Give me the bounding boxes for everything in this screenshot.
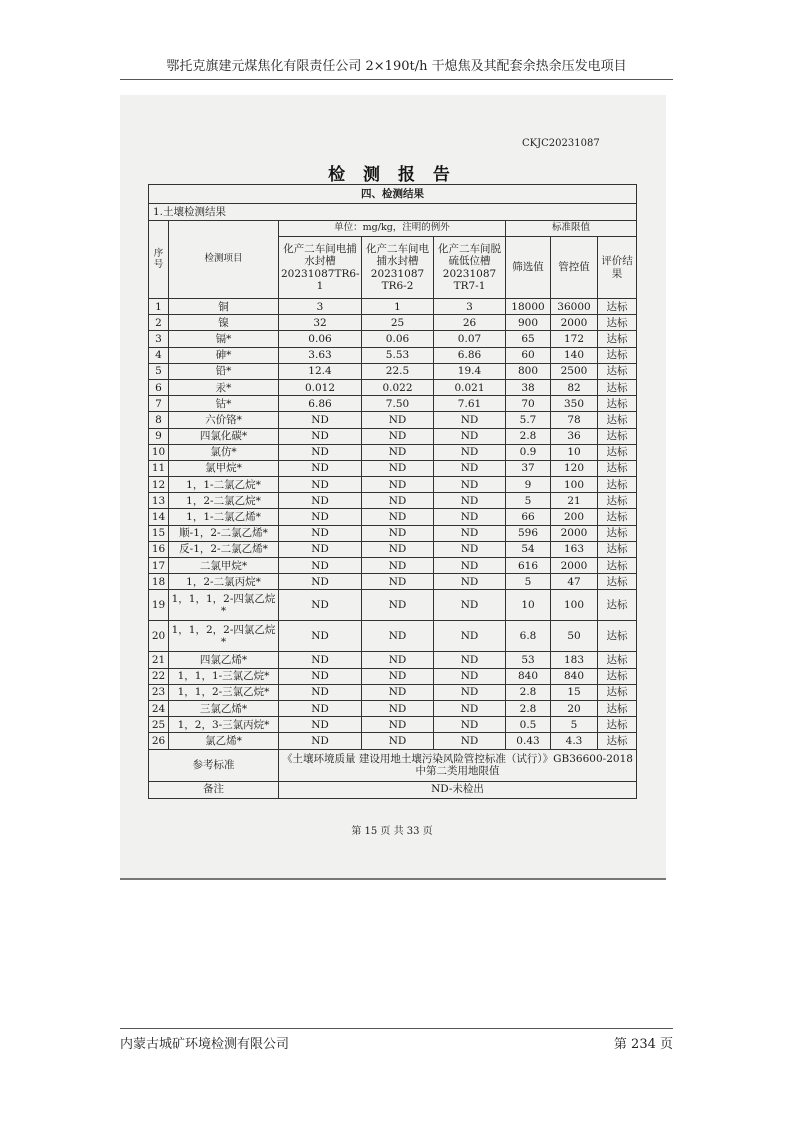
row-control: 20 — [551, 700, 598, 716]
row-sample1: ND — [279, 493, 362, 509]
row-item: 1，2-二氯乙烷* — [169, 493, 279, 509]
row-sample3: ND — [434, 477, 506, 493]
row-result: 达标 — [598, 700, 637, 716]
row-item: 二氯甲烷* — [169, 558, 279, 574]
row-screen: 37 — [506, 460, 551, 476]
row-sample3: ND — [434, 574, 506, 590]
row-sample3: 26 — [434, 315, 506, 331]
reference-row — [149, 749, 637, 781]
row-control: 163 — [551, 541, 598, 557]
row-control: 350 — [551, 396, 598, 412]
row-seq: 23 — [149, 684, 169, 700]
row-sample3: ND — [434, 541, 506, 557]
row-result: 达标 — [598, 412, 637, 428]
row-item: 六价铬* — [169, 412, 279, 428]
row-screen: 2.8 — [506, 700, 551, 716]
remark-text: ND-未检出 — [279, 781, 637, 798]
row-sample3: 0.07 — [434, 331, 506, 347]
row-screen: 70 — [506, 396, 551, 412]
row-control: 100 — [551, 477, 598, 493]
col-header-result: 评价结果 — [598, 237, 637, 299]
row-result: 达标 — [598, 299, 637, 315]
row-sample2: 1 — [362, 299, 434, 315]
row-control: 100 — [551, 590, 598, 621]
row-sample2: 0.022 — [362, 379, 434, 395]
row-control: 36 — [551, 428, 598, 444]
row-item: 四氯乙烯* — [169, 652, 279, 668]
row-control: 10 — [551, 444, 598, 460]
row-item: 反-1，2-二氯乙烯* — [169, 541, 279, 557]
row-sample3: ND — [434, 668, 506, 684]
table-row — [149, 652, 637, 668]
row-screen: 18000 — [506, 299, 551, 315]
row-item: 汞* — [169, 379, 279, 395]
row-sample1: ND — [279, 460, 362, 476]
row-screen: 0.43 — [506, 733, 551, 749]
row-result: 达标 — [598, 428, 637, 444]
row-sample3: ND — [434, 509, 506, 525]
row-item: 1，2，3-三氯丙烷* — [169, 717, 279, 733]
table-row — [149, 428, 637, 444]
row-screen: 5.7 — [506, 412, 551, 428]
row-item: 1，1，2，2-四氯乙烷* — [169, 621, 279, 652]
row-sample3: ND — [434, 733, 506, 749]
row-sample1: ND — [279, 652, 362, 668]
row-seq: 21 — [149, 652, 169, 668]
row-sample3: ND — [434, 412, 506, 428]
row-sample2: ND — [362, 621, 434, 652]
row-sample1: ND — [279, 525, 362, 541]
row-sample1: ND — [279, 541, 362, 557]
row-result: 达标 — [598, 590, 637, 621]
report-title: 检 测 报 告 — [328, 165, 456, 185]
row-sample3: 0.021 — [434, 379, 506, 395]
col-header-item: 检测项目 — [169, 221, 279, 299]
row-sample3: ND — [434, 460, 506, 476]
row-control: 21 — [551, 493, 598, 509]
row-sample3: 19.4 — [434, 363, 506, 379]
row-result: 达标 — [598, 574, 637, 590]
table-row — [149, 412, 637, 428]
row-screen: 900 — [506, 315, 551, 331]
row-control: 172 — [551, 331, 598, 347]
table-row — [149, 590, 637, 621]
table-row — [149, 444, 637, 460]
table-row — [149, 396, 637, 412]
table-row — [149, 541, 637, 557]
reference-label: 参考标准 — [149, 749, 279, 781]
row-sample3: ND — [434, 525, 506, 541]
row-item: 镉* — [169, 331, 279, 347]
row-sample1: 3.63 — [279, 347, 362, 363]
row-item: 铅* — [169, 363, 279, 379]
table-row — [149, 315, 637, 331]
row-control: 15 — [551, 684, 598, 700]
row-sample2: 25 — [362, 315, 434, 331]
row-seq: 5 — [149, 363, 169, 379]
row-sample3: ND — [434, 493, 506, 509]
row-screen: 5 — [506, 574, 551, 590]
row-result: 达标 — [598, 460, 637, 476]
row-seq: 3 — [149, 331, 169, 347]
row-screen: 9 — [506, 477, 551, 493]
row-sample1: ND — [279, 509, 362, 525]
footer-rule — [120, 1028, 673, 1029]
row-item: 四氯化碳* — [169, 428, 279, 444]
row-seq: 20 — [149, 621, 169, 652]
row-sample3: ND — [434, 558, 506, 574]
row-item: 镍 — [169, 315, 279, 331]
footer-page-number: 第 234 页 — [613, 1037, 673, 1052]
row-sample2: ND — [362, 684, 434, 700]
row-item: 铜 — [169, 299, 279, 315]
row-result: 达标 — [598, 477, 637, 493]
row-seq: 11 — [149, 460, 169, 476]
table-row — [149, 525, 637, 541]
row-seq: 8 — [149, 412, 169, 428]
row-result: 达标 — [598, 493, 637, 509]
row-screen: 840 — [506, 668, 551, 684]
table-row — [149, 299, 637, 315]
col-header-seq: 序号 — [149, 221, 169, 299]
row-result: 达标 — [598, 668, 637, 684]
row-item: 1，1，1-三氯乙烷* — [169, 668, 279, 684]
row-seq: 6 — [149, 379, 169, 395]
row-sample1: ND — [279, 700, 362, 716]
row-screen: 54 — [506, 541, 551, 557]
row-sample3: 3 — [434, 299, 506, 315]
header-rule — [120, 79, 673, 80]
col-header-sample1: 化产二车间电捕水封槽 20231087TR6-1 — [279, 237, 362, 299]
row-sample2: ND — [362, 412, 434, 428]
table-row — [149, 684, 637, 700]
row-item: 钴* — [169, 396, 279, 412]
row-sample2: ND — [362, 733, 434, 749]
row-sample2: ND — [362, 700, 434, 716]
table-row — [149, 733, 637, 749]
row-sample2: ND — [362, 717, 434, 733]
row-sample1: ND — [279, 733, 362, 749]
row-seq: 19 — [149, 590, 169, 621]
row-result: 达标 — [598, 379, 637, 395]
row-item: 1，1-二氯乙烯* — [169, 509, 279, 525]
row-seq: 22 — [149, 668, 169, 684]
row-sample3: ND — [434, 652, 506, 668]
row-sample3: ND — [434, 684, 506, 700]
col-header-sample3: 化产二车间脱硫低位槽 20231087 TR7-1 — [434, 237, 506, 299]
row-seq: 2 — [149, 315, 169, 331]
row-control: 36000 — [551, 299, 598, 315]
standard-header: 标准限值 — [506, 221, 637, 237]
table-row — [149, 347, 637, 363]
row-sample1: ND — [279, 558, 362, 574]
row-seq: 12 — [149, 477, 169, 493]
row-sample1: ND — [279, 428, 362, 444]
row-result: 达标 — [598, 315, 637, 331]
row-seq: 4 — [149, 347, 169, 363]
row-sample2: 0.06 — [362, 331, 434, 347]
soil-results-table — [148, 184, 637, 799]
table-row — [149, 363, 637, 379]
row-result: 达标 — [598, 444, 637, 460]
row-sample3: ND — [434, 428, 506, 444]
row-screen: 53 — [506, 652, 551, 668]
row-sample3: 7.61 — [434, 396, 506, 412]
row-control: 183 — [551, 652, 598, 668]
row-control: 2000 — [551, 525, 598, 541]
table-row — [149, 668, 637, 684]
row-seq: 15 — [149, 525, 169, 541]
row-sample1: ND — [279, 668, 362, 684]
table-row — [149, 558, 637, 574]
col-header-screen: 筛选值 — [506, 237, 551, 299]
row-seq: 25 — [149, 717, 169, 733]
col-header-control: 管控值 — [551, 237, 598, 299]
row-result: 达标 — [598, 717, 637, 733]
row-item: 氯仿* — [169, 444, 279, 460]
row-result: 达标 — [598, 652, 637, 668]
row-sample3: 6.86 — [434, 347, 506, 363]
row-screen: 2.8 — [506, 428, 551, 444]
row-sample1: ND — [279, 574, 362, 590]
row-control: 78 — [551, 412, 598, 428]
report-page-number: 第 15 页 共 33 页 — [351, 826, 433, 837]
row-sample2: ND — [362, 668, 434, 684]
row-sample1: ND — [279, 590, 362, 621]
row-screen: 2.8 — [506, 684, 551, 700]
row-control: 47 — [551, 574, 598, 590]
row-item: 砷* — [169, 347, 279, 363]
row-result: 达标 — [598, 541, 637, 557]
row-sample3: ND — [434, 700, 506, 716]
row-sample2: ND — [362, 444, 434, 460]
table-row — [149, 331, 637, 347]
row-sample1: ND — [279, 444, 362, 460]
row-screen: 616 — [506, 558, 551, 574]
row-screen: 5 — [506, 493, 551, 509]
row-item: 1，1-二氯乙烷* — [169, 477, 279, 493]
row-screen: 800 — [506, 363, 551, 379]
row-seq: 9 — [149, 428, 169, 444]
row-screen: 6.8 — [506, 621, 551, 652]
row-sample2: 22.5 — [362, 363, 434, 379]
table-row — [149, 460, 637, 476]
row-item: 顺-1，2-二氯乙烯* — [169, 525, 279, 541]
row-result: 达标 — [598, 363, 637, 379]
scan-bottom-edge — [120, 878, 666, 880]
row-seq: 14 — [149, 509, 169, 525]
remark-row — [149, 781, 637, 798]
row-sample2: ND — [362, 525, 434, 541]
col-header-sample2: 化产二车间电捕水封槽 20231087 TR6-2 — [362, 237, 434, 299]
row-sample1: ND — [279, 684, 362, 700]
row-sample2: ND — [362, 428, 434, 444]
row-sample2: ND — [362, 652, 434, 668]
row-result: 达标 — [598, 684, 637, 700]
row-sample1: 12.4 — [279, 363, 362, 379]
row-sample3: ND — [434, 590, 506, 621]
row-control: 120 — [551, 460, 598, 476]
sub-title: 1.土壤检测结果 — [149, 204, 637, 221]
row-sample2: 7.50 — [362, 396, 434, 412]
row-sample1: 6.86 — [279, 396, 362, 412]
row-item: 1，2-二氯丙烷* — [169, 574, 279, 590]
table-row — [149, 717, 637, 733]
row-screen: 10 — [506, 590, 551, 621]
row-screen: 0.9 — [506, 444, 551, 460]
row-sample2: ND — [362, 509, 434, 525]
row-screen: 0.5 — [506, 717, 551, 733]
row-item: 1，1，2-三氯乙烷* — [169, 684, 279, 700]
row-control: 840 — [551, 668, 598, 684]
footer-company: 内蒙古城矿环境检测有限公司 — [120, 1037, 290, 1052]
table-row — [149, 700, 637, 716]
row-sample2: ND — [362, 590, 434, 621]
remark-label: 备注 — [149, 781, 279, 798]
row-control: 200 — [551, 509, 598, 525]
row-seq: 26 — [149, 733, 169, 749]
row-sample1: 32 — [279, 315, 362, 331]
row-sample2: ND — [362, 493, 434, 509]
row-seq: 24 — [149, 700, 169, 716]
row-sample1: ND — [279, 412, 362, 428]
row-control: 2000 — [551, 558, 598, 574]
row-sample1: ND — [279, 477, 362, 493]
row-result: 达标 — [598, 347, 637, 363]
row-sample2: ND — [362, 460, 434, 476]
row-sample2: 5.53 — [362, 347, 434, 363]
table-row — [149, 477, 637, 493]
row-sample1: ND — [279, 717, 362, 733]
row-seq: 13 — [149, 493, 169, 509]
row-result: 达标 — [598, 509, 637, 525]
row-sample2: ND — [362, 477, 434, 493]
row-sample3: ND — [434, 444, 506, 460]
row-seq: 10 — [149, 444, 169, 460]
row-sample3: ND — [434, 717, 506, 733]
row-result: 达标 — [598, 733, 637, 749]
page-header: 鄂托克旗建元煤焦化有限责任公司 2×190t/h 干熄焦及其配套余热余压发电项目 — [166, 59, 627, 74]
report-code: CKJC20231087 — [522, 138, 600, 149]
table-row — [149, 621, 637, 652]
row-result: 达标 — [598, 331, 637, 347]
row-control: 50 — [551, 621, 598, 652]
row-control: 5 — [551, 717, 598, 733]
row-sample3: ND — [434, 621, 506, 652]
table-row — [149, 379, 637, 395]
row-item: 三氯乙烯* — [169, 700, 279, 716]
table-row — [149, 509, 637, 525]
row-control: 140 — [551, 347, 598, 363]
row-sample1: ND — [279, 621, 362, 652]
row-control: 2500 — [551, 363, 598, 379]
table-row — [149, 574, 637, 590]
row-control: 82 — [551, 379, 598, 395]
table-row — [149, 493, 637, 509]
row-control: 4.3 — [551, 733, 598, 749]
row-screen: 66 — [506, 509, 551, 525]
row-screen: 38 — [506, 379, 551, 395]
row-screen: 596 — [506, 525, 551, 541]
row-seq: 18 — [149, 574, 169, 590]
row-result: 达标 — [598, 621, 637, 652]
row-sample2: ND — [362, 558, 434, 574]
row-item: 氯甲烷* — [169, 460, 279, 476]
row-sample1: 0.012 — [279, 379, 362, 395]
row-result: 达标 — [598, 396, 637, 412]
row-seq: 17 — [149, 558, 169, 574]
row-screen: 60 — [506, 347, 551, 363]
row-seq: 1 — [149, 299, 169, 315]
row-control: 2000 — [551, 315, 598, 331]
row-result: 达标 — [598, 558, 637, 574]
row-sample2: ND — [362, 541, 434, 557]
unit-note: 单位：mg/kg，注明的例外 — [279, 221, 506, 237]
row-screen: 65 — [506, 331, 551, 347]
row-seq: 16 — [149, 541, 169, 557]
reference-text: 《土壤环境质量 建设用地土壤污染风险管控标准（试行）》GB36600-2018 中第二类用地限值 — [279, 749, 637, 781]
row-result: 达标 — [598, 525, 637, 541]
row-item: 氯乙烯* — [169, 733, 279, 749]
row-sample1: 0.06 — [279, 331, 362, 347]
section-title: 四、检测结果 — [149, 185, 637, 204]
row-sample1: 3 — [279, 299, 362, 315]
row-sample2: ND — [362, 574, 434, 590]
row-item: 1，1，1，2-四氯乙烷* — [169, 590, 279, 621]
row-seq: 7 — [149, 396, 169, 412]
